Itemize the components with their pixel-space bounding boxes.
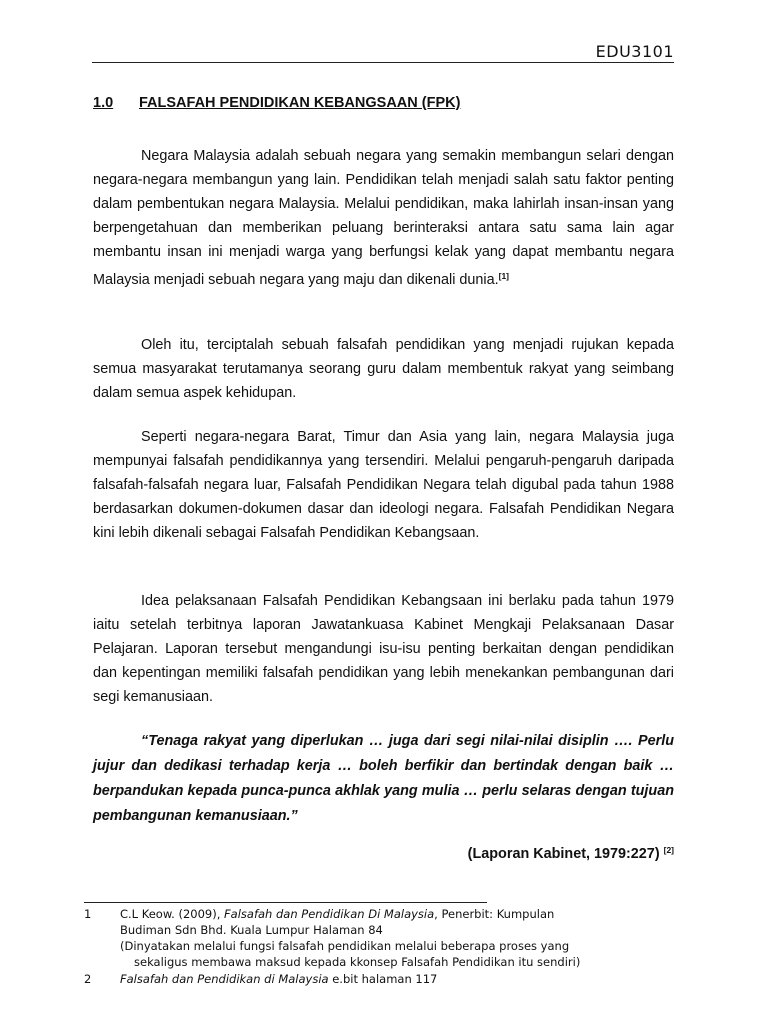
section-number: 1.0 [93,95,114,111]
footnote-1-line2: Budiman Sdn Bhd. Kuala Lumpur Halaman 84 [120,923,383,937]
footnote-2-book-title: Falsafah dan Pendidikan di Malaysia [120,972,329,986]
footnote-1-author: C.L Keow. (2009), [120,907,225,921]
block-quote: “Tenaga rakyat yang diperlukan … juga dari segi nilai-nilai disiplin …. Perlu jujur dan dedikasi terhadap kerja … boleh berfikir dan bertindak dengan baik … berpandukan kepada punca-punca akhlak yang mulia … perlu selaras dengan tujuan pembangunan kemanusiaan.” [93,733,674,824]
paragraph-4: Idea pelaksanaan Falsafah Pendidikan Kebangsaan ini berlaku pada tahun 1979 iaitu setelah terbitnya laporan Jawatankuasa Kabinet Mengkaji Pelaksanaan Dasar Pelajaran. Laporan tersebut mengandungi isu-isu penting berkaitan dengan pendidikan dan kepentingan memiliki falsafah pendidikan yang lebih menekankan pembangunan dari segi kemanusiaan. [93,593,674,705]
footnote-1-book-title: Falsafah dan Pendidikan Di Malaysia [224,907,435,921]
footnote-1 [84,906,684,970]
footnote-1-number: 1 [84,907,92,921]
footnote-1-publisher: , Penerbit: Kumpulan [434,907,555,921]
paragraph-1 [93,144,674,292]
footnote-2 [84,971,684,987]
citation-text: (Laporan Kabinet, 1979:227) [467,846,660,862]
paragraph-1-text: Negara Malaysia adalah sebuah negara yang semakin membangun selari dengan negara-negara membangun yang lain. Pendidikan telah menjadi salah satu faktor penting dalam pembentukan negara Malaysia. Melalui pendidikan, maka lahirlah insan-insan yang berpengetahuan dan memberikan peluang berinteraksi antara satu sama lain agar membantu insan ini menjadi warga yang berfungsi kelak yang dapat membantu negara Malaysia menjadi sebuah negara yang maju dan dikenali dunia. [93,148,674,288]
reference-marker-2: [2] [663,845,674,855]
paragraph-3: Seperti negara-negara Barat, Timur dan Asia yang lain, negara Malaysia juga mempunyai falsafah pendidikannya yang tersendiri. Melalui pengaruh-pengaruh daripada falsafah-falsafah negara luar, Falsafah Pendidikan Negara telah digubal pada tahun 1988 berdasarkan dokumen-dokumen dasar dan ideologi negara. Falsafah Pendidikan Negara kini lebih dikenali sebagai Falsafah Pendidikan Kebangsaan. [93,429,674,541]
section-heading [93,95,460,111]
quote-citation [468,845,674,862]
footnote-2-pages: e.bit halaman 117 [328,972,438,986]
footnote-separator [84,902,487,903]
footnote-1-line3: (Dinyatakan melalui fungsi falsafah pendidikan melalui beberapa proses yang [120,939,570,953]
footnote-1-line4: sekaligus membawa maksud kepada kkonsep Falsafah Pendidikan itu sendiri) [134,955,581,969]
section-title: FALSAFAH PENDIDIKAN KEBANGSAAN (FPK) [139,95,461,111]
footnote-2-number: 2 [84,972,92,986]
document-code: EDU3101 [595,42,674,61]
reference-marker-1: [1] [498,271,509,281]
paragraph-2: Oleh itu, terciptalah sebuah falsafah pendidikan yang menjadi rujukan kepada semua masyarakat terutamanya seorang guru dalam membentuk rakyat yang seimbang dalam semua aspek kehidupan. [93,337,674,401]
header-rule [92,62,674,63]
